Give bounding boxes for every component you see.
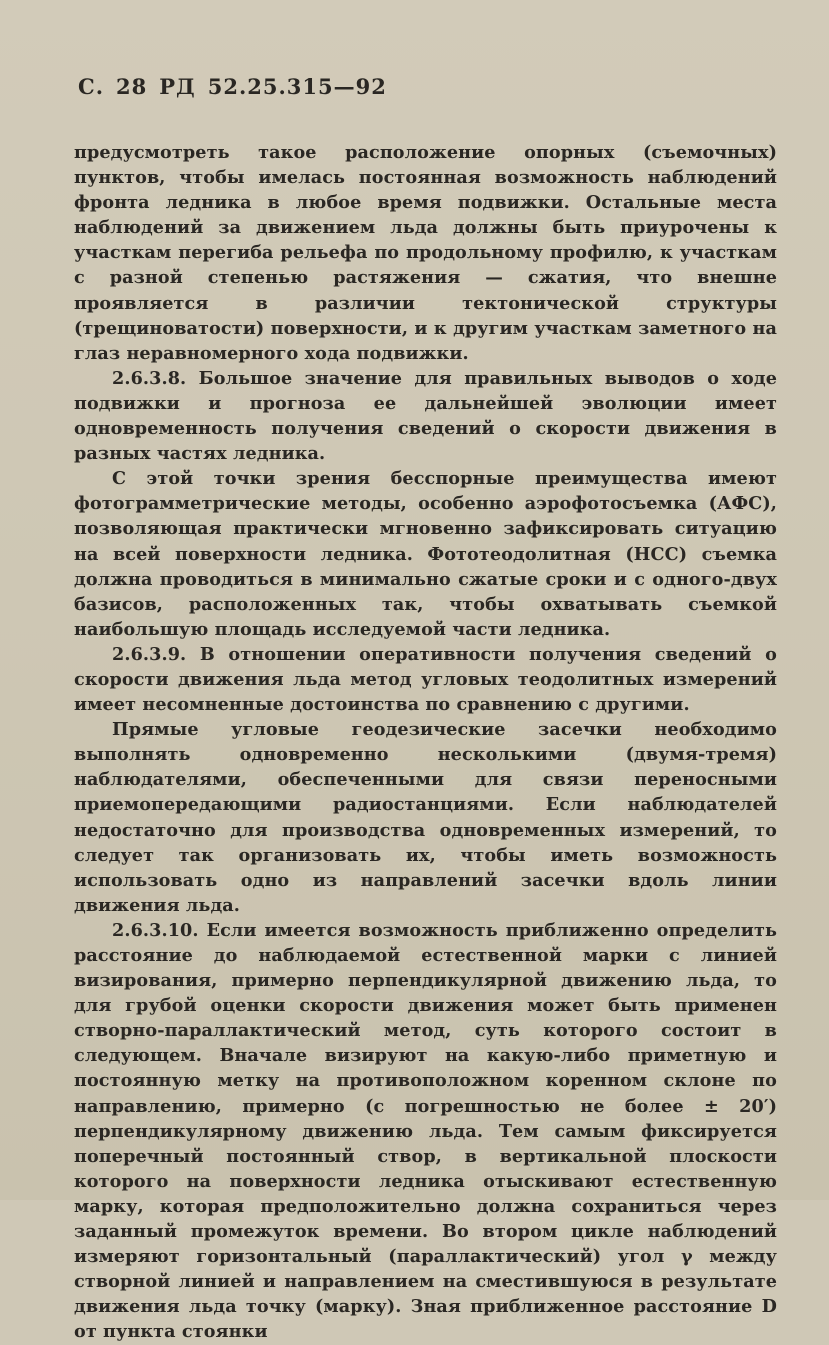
document-body — [74, 140, 777, 1345]
paragraph-2-6-3-9: 2.6.3.9. В отношении оперативности получения сведений о скорости движения льда метод угловых теодолитных измерений имеет несомненные достоинства по сравнению с другими. — [74, 643, 777, 716]
page-label: С. — [78, 74, 105, 99]
doc-code: РД — [159, 74, 196, 99]
paragraph-geodetic-intersections: Прямые угловые геодезические засечки необходимо выполнять одновременно несколькими (двумя-тремя) наблюдателями, обеспеченными для связи переносными приемопередающими радиостанциями. Если наблюдателей недостаточно для производства одновременных измерений, то следует так организовать их, чтобы иметь возможность использовать одно из направлений засечки вдоль линии движения льда. — [74, 719, 777, 916]
paragraph-2-6-3-10: 2.6.3.10. Если имеется возможность приближенно определить расстояние до наблюдаемой естественной марки с линией визирования, примерно перпендикулярной движению льда, то для грубой оценки скорости движения может быть применен створно-параллактический метод, суть которого состоит в следующем. Вначале визируют на какую-либо приметную и постоянную метку на противоположном коренном склоне по направлению, примерно (с погрешностью не более ± 20′) перпендикулярному движению льда. Тем самым фиксируется поперечный постоянный створ, в вертикальной плоскости которого на поверхности ледника отыскивают естественную марку, которая предположительно должна сохраниться через заданный промежуток времени. Во втором цикле наблюдений измеряют горизонтальный (параллактический) угол γ между створной линией и направлением на сместившуюся в результате движения льда точку (марку). Зная приближенное расстояние D от пункта стоянки — [74, 919, 777, 1343]
page-header — [78, 72, 777, 102]
paragraph-2-6-3-8: 2.6.3.8. Большое значение для правильных выводов о ходе подвижки и прогноза ее дальнейшей эволюции имеет одновременность получения сведений о скорости движения в разных частях ледника. — [74, 367, 777, 465]
page-number: 28 — [116, 74, 148, 99]
doc-number: 52.25.315—92 — [207, 74, 387, 99]
paragraph-continuation: предусмотреть такое расположение опорных (съемочных) пунктов, чтобы имелась постоянная возможность наблюдений фронта ледника в любое время подвижки. Остальные места наблюдений за движением льда должны быть приурочены к участкам перегиба рельефа по продольному профилю, к участкам с разной степенью растяжения — сжатия, что внешне проявляется в различии тектонической структуры (трещиноватости) поверхности, и к другим участкам заметного на глаз неравномерного хода подвижки. — [74, 142, 777, 364]
paragraph-photogrammetry: С этой точки зрения бесспорные преимущества имеют фотограмметрические методы, особенно аэрофотосъемка (АФС), позволяющая практически мгновенно зафиксировать ситуацию на всей поверхности ледника. Фототеодолитная (НСС) съемка должна проводиться в минимально сжатые сроки и с одного-двух базисов, расположенных так, чтобы охватывать съемкой наибольшую площадь исследуемой части ледника. — [74, 468, 777, 640]
